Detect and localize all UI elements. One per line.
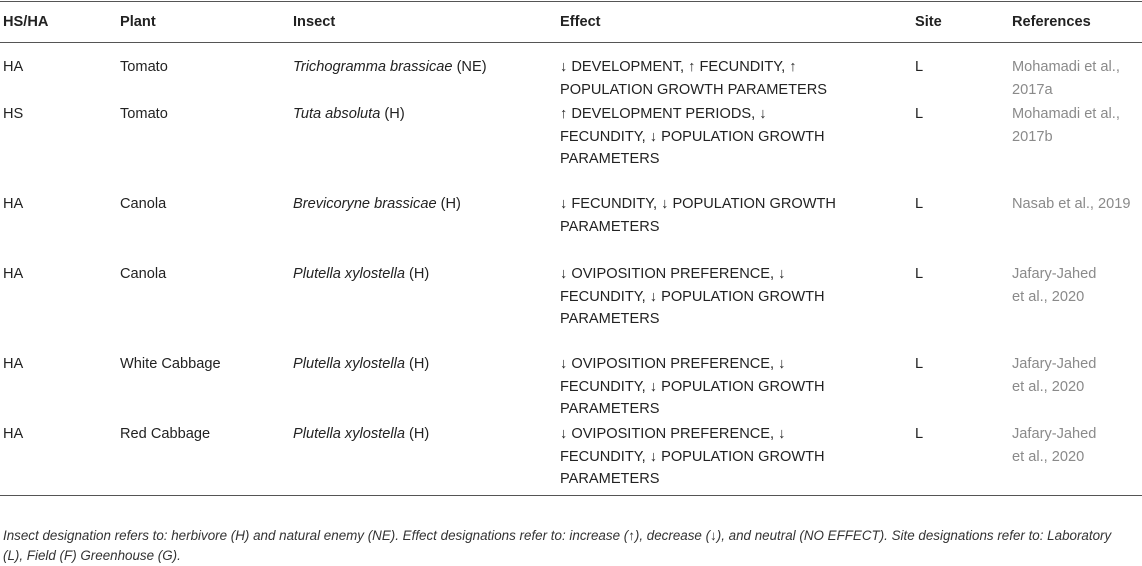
cell-plant: Tomato [120,59,168,75]
cell-hs-ha: HS [3,106,24,122]
cell-effect [560,193,836,238]
cell-hs-ha: HA [3,59,24,75]
cell-effect [560,56,827,101]
cell-plant: Canola [120,266,167,282]
insect-species: Plutella xylostella [293,266,405,282]
cell-insect [293,193,461,216]
reference-line: Mohamadi et al., [1012,59,1120,75]
insect-type: (H) [440,196,461,212]
reference-line: Jafary-Jahed [1012,356,1097,372]
header-hs-ha: HS/HA [3,14,49,30]
table-footnote [3,526,1141,566]
effect-line: PARAMETERS [560,401,660,417]
cell-hs-ha: HA [3,196,24,212]
effect-line: ↑ DEVELOPMENT PERIODS, ↓ [560,106,767,122]
cell-insect [293,263,429,286]
insect-type: (H) [409,266,430,282]
effect-line: ↓ OVIPOSITION PREFERENCE, ↓ [560,426,786,442]
effect-line: ↓ OVIPOSITION PREFERENCE, ↓ [560,266,786,282]
table-bottom-rule [0,495,1142,496]
cell-insect [293,56,487,79]
effect-line: FECUNDITY, ↓ POPULATION GROWTH [560,128,825,145]
insect-type: (H) [384,106,405,122]
reference-line: 2017a [1012,81,1053,98]
cell-insect [293,103,405,126]
insect-species: Tuta absoluta [293,106,381,122]
effect-line: PARAMETERS [560,311,660,327]
reference-line: Jafary-Jahed [1012,426,1097,442]
reference-line: et al., 2020 [1012,378,1085,395]
reference-line: et al., 2020 [1012,288,1085,305]
effect-line: PARAMETERS [560,218,660,235]
insect-type: (H) [409,356,430,372]
cell-plant: Red Cabbage [120,426,211,442]
cell-site: L [915,196,924,212]
effect-line: PARAMETERS [560,151,660,167]
cell-site: L [915,266,924,282]
cell-site: L [915,106,924,122]
table-top-rule [0,1,1142,2]
cell-plant: White Cabbage [120,356,221,372]
reference-line: Mohamadi et al., [1012,106,1120,122]
effect-line: ↓ FECUNDITY, ↓ POPULATION GROWTH [560,196,836,212]
cell-site: L [915,356,924,372]
insect-species: Plutella xylostella [293,426,405,442]
cell-hs-ha: HA [3,426,24,442]
reference-line: Jafary-Jahed [1012,266,1097,282]
cell-effect [560,353,825,421]
insect-type: (H) [409,426,430,442]
header-site: Site [915,14,942,30]
cell-insect [293,423,429,446]
cell-reference [1012,353,1096,398]
cell-reference [1012,56,1120,101]
reference-line: Nasab et al., 2019 [1012,196,1131,212]
header-references: References [1012,14,1091,30]
cell-reference [1012,423,1096,468]
header-plant: Plant [120,14,156,30]
insect-species: Plutella xylostella [293,356,405,372]
cell-effect [560,423,825,491]
table-header-rule [0,42,1142,43]
effect-line: FECUNDITY, ↓ POPULATION GROWTH [560,288,825,305]
cell-insect [293,353,429,376]
effect-line: FECUNDITY, ↓ POPULATION GROWTH [560,378,825,395]
effect-line: FECUNDITY, ↓ POPULATION GROWTH [560,448,825,465]
header-insect: Insect [293,14,336,30]
reference-line: 2017b [1012,128,1053,145]
footnote-line: (L), Field (F) Greenhouse (G). [3,548,181,563]
cell-reference [1012,193,1130,216]
cell-plant: Tomato [120,106,168,122]
effect-line: ↓ OVIPOSITION PREFERENCE, ↓ [560,356,786,372]
effect-line: ↓ DEVELOPMENT, ↑ FECUNDITY, ↑ [560,59,797,75]
cell-reference [1012,263,1096,308]
header-effect: Effect [560,14,601,30]
effect-line: POPULATION GROWTH PARAMETERS [560,81,828,98]
effect-line: PARAMETERS [560,471,660,487]
cell-site: L [915,426,924,442]
cell-site: L [915,59,924,75]
reference-line: et al., 2020 [1012,448,1085,465]
cell-hs-ha: HA [3,356,24,372]
insect-species: Brevicoryne brassicae [293,196,437,212]
cell-effect [560,263,825,331]
insect-type: (NE) [456,59,487,75]
cell-plant: Canola [120,196,167,212]
insect-species: Trichogramma brassicae [293,59,453,75]
cell-hs-ha: HA [3,266,24,282]
footnote-line: Insect designation refers to: herbivore (H) and natural enemy (NE). Effect designations refer to: increase (↑), decrease (↓), and neutral (NO EFFECT). Site designations refer to: Laboratory [3,528,1112,543]
cell-effect [560,103,825,171]
cell-reference [1012,103,1120,148]
